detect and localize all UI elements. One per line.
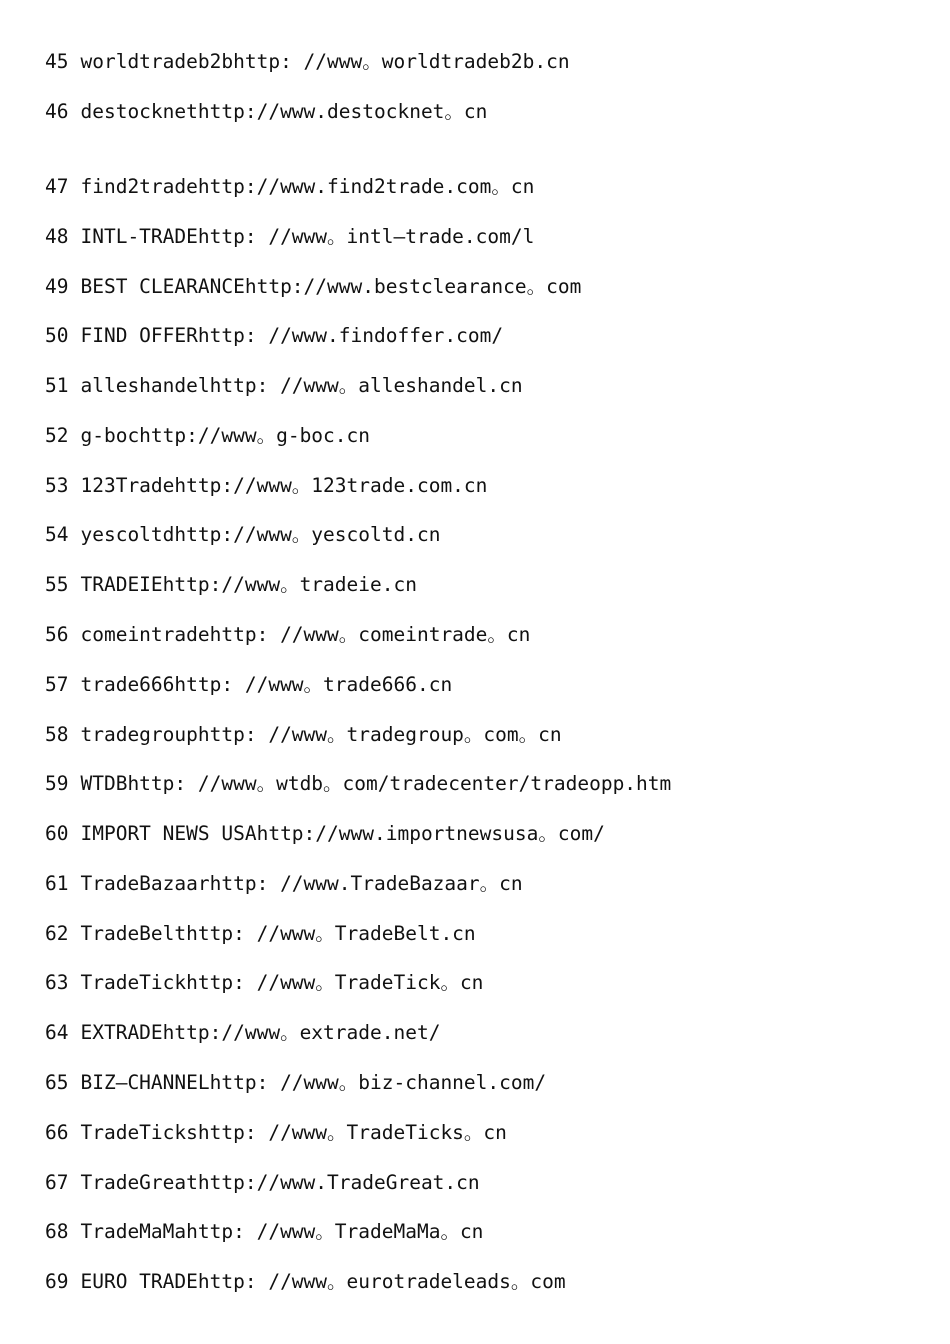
- item-number: 64: [45, 1021, 69, 1044]
- list-item: [45, 323, 503, 349]
- list-item: [45, 672, 452, 698]
- item-text: TradeTickhttp: //www。TradeTick。cn: [80, 971, 484, 994]
- item-number: 59: [45, 772, 69, 795]
- list-item: [45, 871, 523, 897]
- item-text: TradeTickshttp: //www。TradeTicks。cn: [80, 1121, 507, 1144]
- item-text: IMPORT NEWS USAhttp://www.importnewsusa。com/: [80, 822, 605, 845]
- item-text: find2tradehttp://www.find2trade.com。cn: [80, 175, 535, 198]
- list-item: [45, 522, 440, 548]
- item-text: EURO TRADEhttp: //www。eurotradeleads。com: [80, 1270, 566, 1293]
- item-text: worldtradeb2bhttp: //www。worldtradeb2b.cn: [80, 50, 570, 73]
- list-item: [45, 622, 530, 648]
- list-item: [45, 572, 417, 598]
- list-item: [45, 1269, 566, 1295]
- item-number: 57: [45, 673, 69, 696]
- item-number: 69: [45, 1270, 69, 1293]
- item-text: comeintradehttp: //www。comeintrade。cn: [80, 623, 531, 646]
- item-number: 50: [45, 324, 69, 347]
- item-number: 48: [45, 225, 69, 248]
- list-item: [45, 274, 581, 300]
- list-item: [45, 423, 370, 449]
- item-text: tradegrouphttp: //www。tradegroup。com。cn: [80, 723, 562, 746]
- item-text: TRADEIEhttp://www。tradeie.cn: [80, 573, 417, 596]
- list-item: [45, 1070, 546, 1096]
- item-text: TradeGreathttp://www.TradeGreat.cn: [80, 1171, 480, 1194]
- list-item: [45, 970, 483, 996]
- item-text: trade666http: //www。trade666.cn: [80, 673, 453, 696]
- item-text: INTL-TRADEhttp: //www。intl—trade.com/l: [80, 225, 535, 248]
- list-item: [45, 1219, 483, 1245]
- item-number: 63: [45, 971, 69, 994]
- list-item: [45, 771, 671, 797]
- list-item: [45, 1020, 440, 1046]
- item-number: 46: [45, 100, 69, 123]
- item-number: 60: [45, 822, 69, 845]
- item-text: TradeBazaarhttp: //www.TradeBazaar。cn: [80, 872, 523, 895]
- list-item: [45, 49, 570, 75]
- list-item: [45, 821, 605, 847]
- item-text: alleshandelhttp: //www。alleshandel.cn: [80, 374, 523, 397]
- item-number: 56: [45, 623, 69, 646]
- item-number: 47: [45, 175, 69, 198]
- item-number: 65: [45, 1071, 69, 1094]
- item-number: 55: [45, 573, 69, 596]
- item-text: destocknethttp://www.destocknet。cn: [80, 100, 488, 123]
- item-number: 68: [45, 1220, 69, 1243]
- list-item: [45, 473, 487, 499]
- item-number: 54: [45, 523, 69, 546]
- item-number: 51: [45, 374, 69, 397]
- item-text: BEST CLEARANCEhttp://www.bestclearance。com: [80, 275, 582, 298]
- item-text: FIND OFFERhttp: //www.findoffer.com/: [80, 324, 504, 347]
- item-text: TradeMaMahttp: //www。TradeMaMa。cn: [80, 1220, 484, 1243]
- item-number: 52: [45, 424, 69, 447]
- list-item: [45, 921, 476, 947]
- item-number: 62: [45, 922, 69, 945]
- item-number: 53: [45, 474, 69, 497]
- item-text: EXTRADEhttp://www。extrade.net/: [80, 1021, 441, 1044]
- item-number: 45: [45, 50, 69, 73]
- item-text: WTDBhttp: //www。wtdb。com/tradecenter/tradeopp.htm: [80, 772, 672, 795]
- item-text: TradeBelthttp: //www。TradeBelt.cn: [80, 922, 476, 945]
- list-item: [45, 722, 562, 748]
- item-text: BIZ—CHANNELhttp: //www。biz-channel.com/: [80, 1071, 547, 1094]
- item-text: 123Tradehttp://www。123trade.com.cn: [80, 474, 488, 497]
- list-item: [45, 224, 534, 250]
- list-item: [45, 99, 487, 125]
- list-item: [45, 1120, 507, 1146]
- item-number: 49: [45, 275, 69, 298]
- list-item: [45, 174, 534, 200]
- item-number: 66: [45, 1121, 69, 1144]
- item-number: 58: [45, 723, 69, 746]
- item-number: 61: [45, 872, 69, 895]
- list-item: [45, 1170, 480, 1196]
- list-item: [45, 373, 523, 399]
- item-text: g-bochttp://www。g-boc.cn: [80, 424, 371, 447]
- item-text: yescoltdhttp://www。yescoltd.cn: [80, 523, 441, 546]
- item-number: 67: [45, 1171, 69, 1194]
